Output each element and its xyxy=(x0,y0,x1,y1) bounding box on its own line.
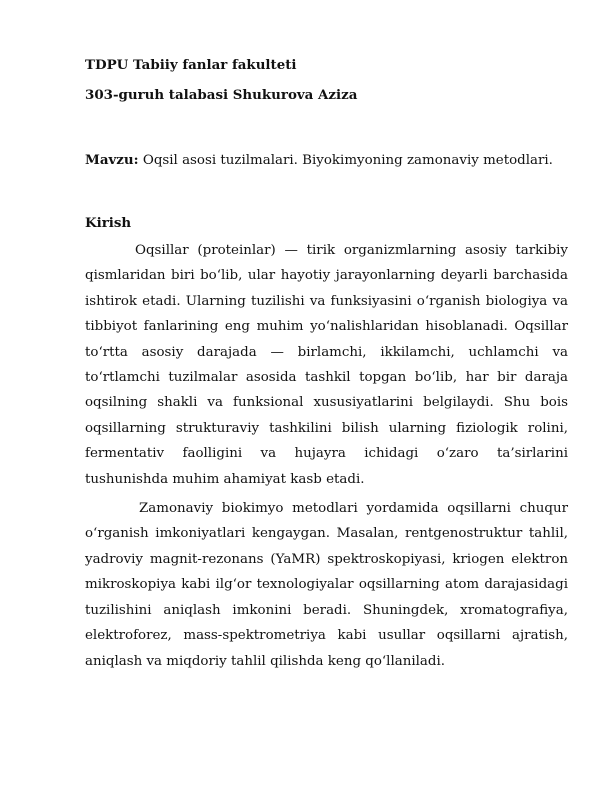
topic-line xyxy=(85,151,568,170)
intro-paragraph-1: Oqsillar (proteinlar) — tirik organizmlarning asosiy tarkibiy qismlaridan biri bo‘lib, ular hayotiy jarayonlarning deyarli barchasida ishtirok etadi. Ularning tuzilishi va funksiyasini o‘rganish biologiya va tibbiyot fanlarining eng muhim yo‘nalishlaridan hisoblanadi. Oqsillar to‘rtta asosiy darajada — birlamchi, ikkilamchi, uchlamchi va to‘rtlamchi tuzilmalar asosida tashkil topgan bo‘lib, har bir daraja oqsilning shakli va funksional xususiyatlarini belgilaydi. Shu bois oqsillarning strukturaviy tashkilini bilish ularning fiziologik rolini, fermentativ faolligini va hujayra ichidagi o‘zaro ta’sirlarini tushunishda muhim ahamiyat kasb etadi. xyxy=(85,243,568,487)
intro-heading: Kirish xyxy=(85,215,132,231)
intro-paragraph-2: Zamonaviy biokimyo metodlari yordamida oqsillarni chuqur o‘rganish imkoniyatlari kengaygan. Masalan, rentgenostruktur tahlil, yadroviy magnit-rezonans (YaMR) spektroskopiyasi, kriogen elektron mikroskopiya kabi ilg‘or texnologiyalar oqsillarning atom darajasidagi tuzilishini aniqlash imkonini beradi. Shuningdek, xromatografiya, elektroforez, mass-spektrometriya kabi usullar oqsillarni ajratish, aniqlash va miqdoriy tahlil qilishda keng qo‘llaniladi. xyxy=(85,501,568,669)
faculty-line: TDPU Tabiiy fanlar fakulteti xyxy=(85,57,297,73)
topic-text: Oqsil asosi tuzilmalari. Biyokimyoning zamonaviy metodlari. xyxy=(138,153,553,168)
topic-label: Mavzu: xyxy=(85,152,139,168)
student-line: 303-guruh talabasi Shukurova Aziza xyxy=(85,87,358,103)
document-body xyxy=(85,56,568,674)
